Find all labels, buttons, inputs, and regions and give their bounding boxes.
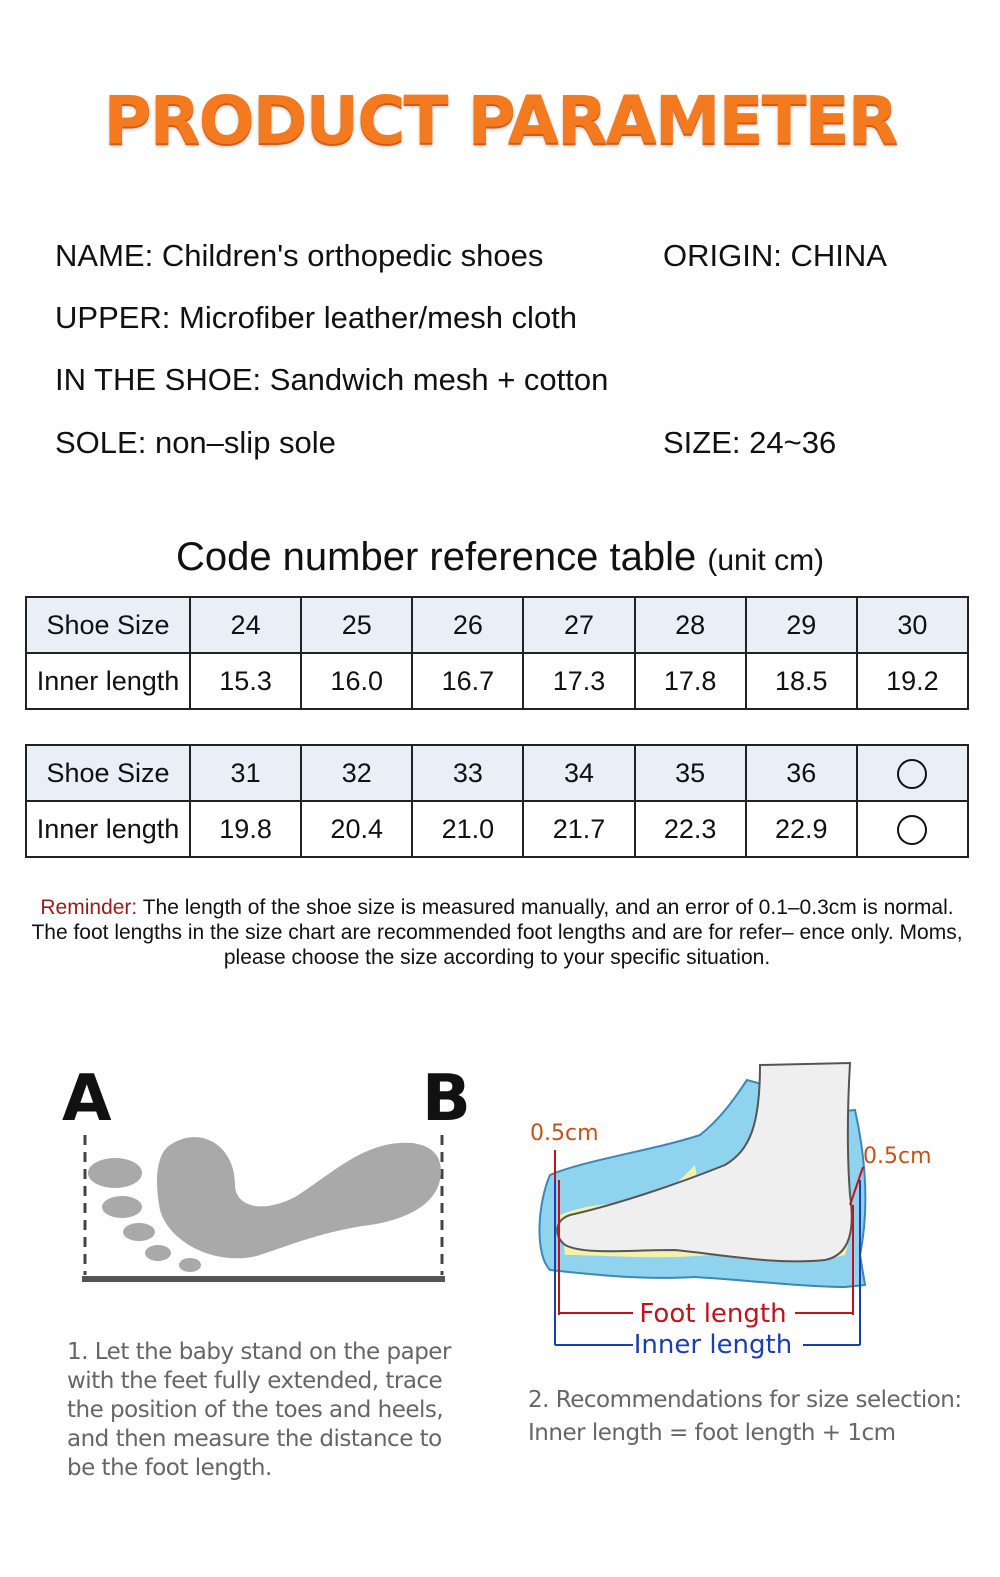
step-1-text: 1. Let the baby stand on the paper with the feet fully extended, trace the position of the toes and heels, and then measure the distance to be the foot length.: [67, 1339, 451, 1481]
size-cell: 27: [523, 597, 634, 653]
table-row: [26, 801, 968, 857]
size-cell: 28: [635, 597, 746, 653]
size-cell: 33: [412, 745, 523, 801]
reminder: [25, 895, 969, 970]
size-cell: 30: [857, 597, 968, 653]
length-cell: 17.8: [635, 653, 746, 709]
length-cell: 16.7: [412, 653, 523, 709]
length-cell: 21.7: [523, 801, 634, 857]
size-cell: 32: [301, 745, 412, 801]
table-unit: (unit cm): [707, 544, 825, 577]
param-upper: [55, 300, 577, 336]
param-size-key: SIZE:: [663, 425, 741, 460]
step-2: [528, 1386, 968, 1448]
param-inshoe-value: Sandwich mesh + cotton: [269, 362, 609, 397]
length-cell: 15.3: [190, 653, 301, 709]
table-title: [0, 535, 1000, 580]
table-row: [26, 597, 968, 653]
row-label-inner-length: Inner length: [26, 801, 190, 857]
size-cell: 24: [190, 597, 301, 653]
margin-right-label: 0.5cm: [863, 1144, 932, 1169]
param-sole-key: SOLE:: [55, 425, 147, 460]
length-cell: 20.4: [301, 801, 412, 857]
size-cell: 29: [746, 597, 857, 653]
reminder-key: Reminder:: [40, 896, 138, 919]
size-cell: 26: [412, 597, 523, 653]
label-a: A: [62, 1062, 112, 1136]
param-sole: [55, 425, 336, 461]
footprint-icon: [88, 1137, 441, 1272]
param-name-key: NAME:: [55, 238, 154, 273]
table-row: [26, 745, 968, 801]
param-name: [55, 238, 543, 274]
param-upper-value: Microfiber leather/mesh cloth: [179, 300, 578, 335]
param-name-value: Children's orthopedic shoes: [161, 238, 544, 273]
reminder-text: The length of the shoe size is measured manually, and an error of 0.1–0.3cm is normal. The foot lengths in the size chart are recommended foot lengths and are for refer– ence only. Moms, please choose the size according to your specific situation.: [31, 896, 963, 969]
table-row: [26, 653, 968, 709]
step-2-line-2: Inner length = foot length + 1cm: [528, 1420, 896, 1446]
length-cell: 17.3: [523, 653, 634, 709]
length-cell: 19.8: [190, 801, 301, 857]
param-origin: [663, 238, 887, 274]
row-label-shoe-size: Shoe Size: [26, 745, 190, 801]
param-origin-key: ORIGIN:: [663, 238, 782, 273]
size-cell: 36: [746, 745, 857, 801]
empty-cell: [857, 745, 968, 801]
length-cell: 18.5: [746, 653, 857, 709]
row-label-shoe-size: Shoe Size: [26, 597, 190, 653]
length-cell: 22.9: [746, 801, 857, 857]
table-title-text: Code number reference table: [175, 535, 697, 579]
param-origin-value: CHINA: [790, 238, 887, 273]
length-cell: 19.2: [857, 653, 968, 709]
param-upper-key: UPPER:: [55, 300, 171, 335]
step-2-line-1: 2. Recommendations for size selection:: [528, 1387, 962, 1413]
param-inshoe-key: IN THE SHOE:: [55, 362, 262, 397]
inner-length-label: Inner length: [633, 1330, 793, 1360]
foot-length-label: Foot length: [639, 1299, 787, 1329]
size-cell: 35: [635, 745, 746, 801]
param-sole-value: non–slip sole: [154, 425, 336, 460]
param-size-value: 24~36: [749, 425, 837, 460]
empty-cell: [857, 801, 968, 857]
page-title: PRODUCT PARAMETER: [103, 82, 897, 159]
length-cell: 22.3: [635, 801, 746, 857]
length-cell: 21.0: [412, 801, 523, 857]
circle-icon: [897, 815, 927, 845]
label-b: B: [422, 1062, 471, 1136]
size-table-1: [25, 596, 969, 710]
length-cell: 16.0: [301, 653, 412, 709]
size-cell: 34: [523, 745, 634, 801]
shoe-diagram: [525, 1055, 932, 1365]
footprint-diagram: [60, 1125, 460, 1290]
size-table-2: [25, 744, 969, 858]
param-inshoe: [55, 362, 608, 398]
size-cell: 31: [190, 745, 301, 801]
margin-left-label: 0.5cm: [530, 1121, 599, 1146]
param-size: [663, 425, 836, 461]
row-label-inner-length: Inner length: [26, 653, 190, 709]
circle-icon: [897, 759, 927, 789]
size-cell: 25: [301, 597, 412, 653]
